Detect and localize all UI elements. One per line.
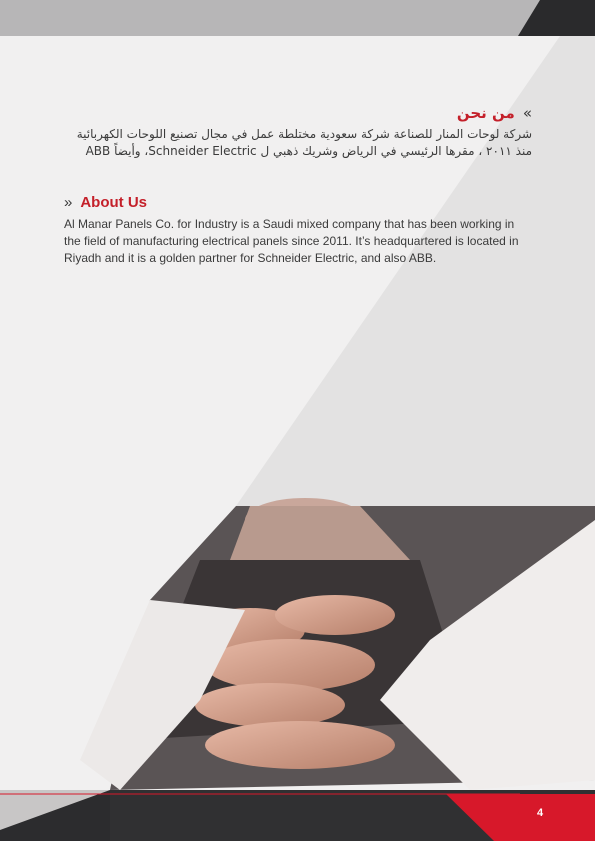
about-english-heading-text: About Us: [80, 194, 148, 211]
about-english-section: [64, 193, 532, 267]
about-arabic-body: شركة لوحات المنار للصناعة شركة سعودية مختلطة عمل في مجال تصنيع اللوحات الكهربائية منذ ٢٠١١ ، مقرها الرئيسي في الرياض وشريك ذهبي ل Schneider Electric، وأيضاً ABB: [76, 127, 532, 158]
header-bar: [0, 0, 595, 36]
chevron-right-icon: »: [64, 194, 73, 211]
handshake-photo: [0, 498, 595, 841]
chevron-right-icon: »: [522, 104, 532, 122]
about-arabic-heading-text: من نحن: [456, 104, 515, 122]
page-number: 4: [536, 807, 544, 819]
about-english-heading: [64, 193, 532, 213]
about-arabic-heading: [64, 102, 532, 124]
about-arabic-section: [64, 102, 532, 160]
about-english-body: Al Manar Panels Co. for Industry is a Saudi mixed company that has been working in the field of manufacturing electrical panels since 2011. It’s headquartered is located in Riyadh and it is a golden partner for Schneider Electric, and also ABB.: [64, 217, 519, 265]
